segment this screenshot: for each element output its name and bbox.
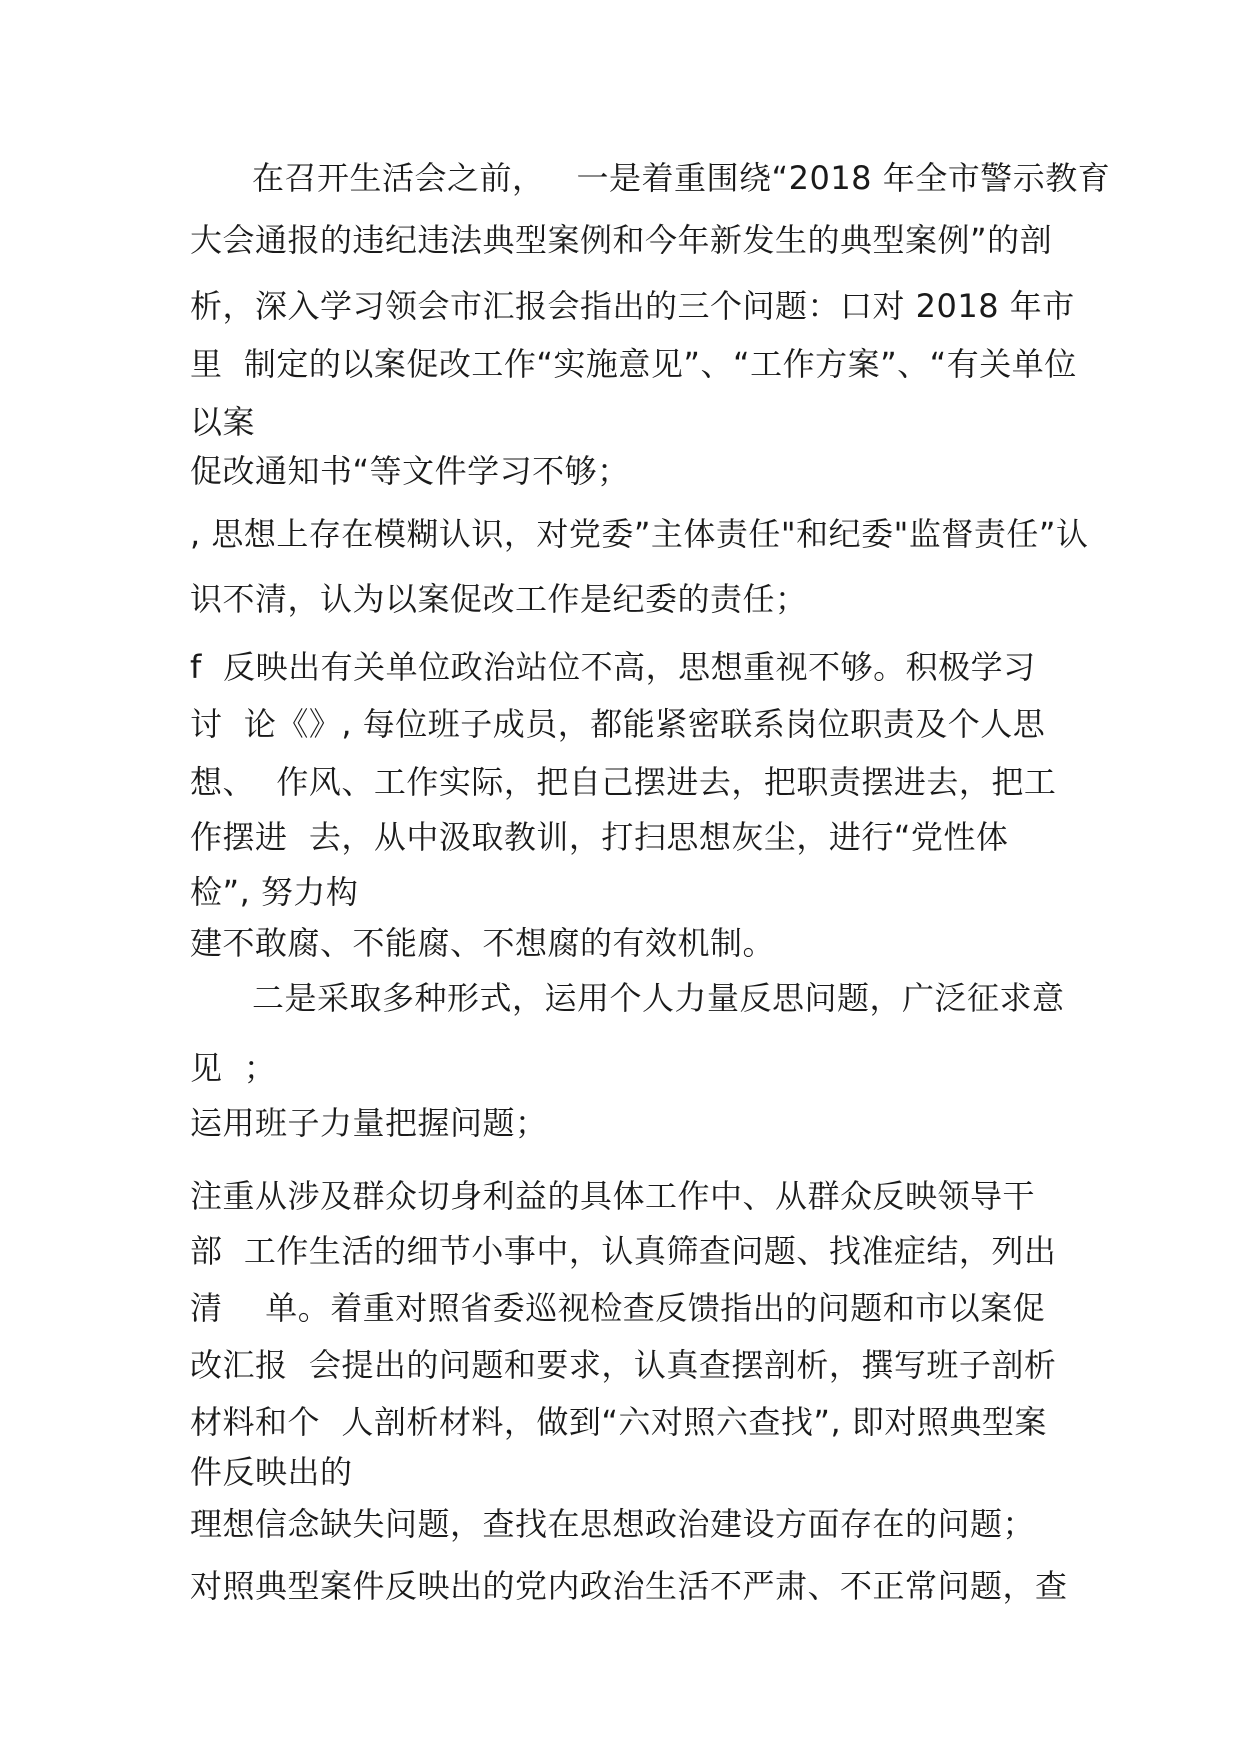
text-line: , 思想上存在模糊认识，对党委”主体责任"和纪委"监督责任”认 — [190, 515, 1089, 553]
text-line: 里 制定的以案促改工作“实施意见”、“工作方案”、“有关单位 — [190, 345, 1077, 383]
text-line: 材料和个 人剖析材料，做到“六对照六查找”, 即对照典型案 — [190, 1403, 1047, 1441]
text-line: 识不清，认为以案促改工作是纪委的责任； — [190, 580, 808, 618]
text-line: 部 工作生活的细节小事中，认真筛查问题、找准症结，列出 — [190, 1232, 1057, 1270]
text-line: 清 单。着重对照省委巡视检查反馈指出的问题和市以案促 — [190, 1289, 1046, 1327]
text-line: 对照典型案件反映出的党内政治生活不严肃、不正常问题，查 — [190, 1567, 1068, 1605]
text-line: 运用班子力量把握问题； — [190, 1104, 548, 1142]
text-line: 促改通知书“等文件学习不够； — [190, 452, 630, 490]
text-line: 以案 — [190, 403, 256, 441]
text-line: 想、 作风、工作实际，把自己摆进去，把职责摆进去，把工 — [190, 763, 1057, 801]
text-line: 在召开生活会之前， 一是着重围绕“2018 年全市警示教育 — [252, 159, 1111, 197]
text-line: 检”, 努力构 — [190, 873, 359, 911]
text-line: 作摆进 去，从中汲取教训，打扫思想灰尘，进行“党性体 — [190, 818, 1009, 856]
text-line: 讨 论《》, 每位班子成员，都能紧密联系岗位职责及个人思 — [190, 705, 1046, 743]
text-line: 大会通报的违纪违法典型案例和今年新发生的典型案例”的剖 — [190, 221, 1053, 259]
text-line: 改汇报 会提出的问题和要求，认真查摆剖析，撰写班子剖析 — [190, 1346, 1057, 1384]
text-line: 析，深入学习领会市汇报会指出的三个问题：口对 2018 年市 — [190, 287, 1075, 325]
text-line: 理想信念缺失问题，查找在思想政治建设方面存在的问题； — [190, 1505, 1036, 1543]
text-line: 二是采取多种形式，运用个人力量反思问题，广泛征求意 — [252, 979, 1065, 1017]
text-line: 件反映出的 — [190, 1453, 353, 1491]
text-line: 建不敢腐、不能腐、不想腐的有效机制。 — [190, 924, 776, 962]
text-line: 见 ； — [190, 1049, 277, 1087]
text-line: f 反映出有关单位政治站位不高，思想重视不够。积极学习 — [190, 648, 1036, 686]
text-line: 注重从涉及群众切身利益的具体工作中、从群众反映领导干 — [190, 1177, 1036, 1215]
